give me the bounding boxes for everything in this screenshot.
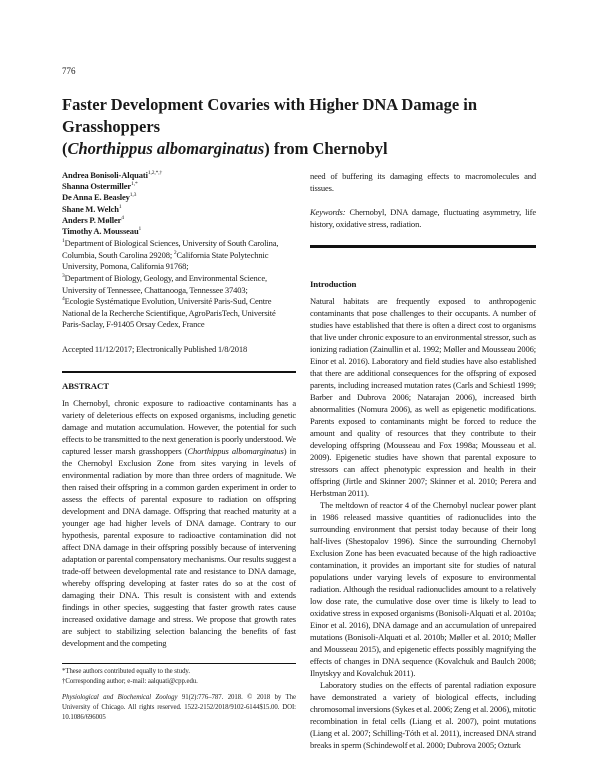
affiliations (62, 238, 296, 331)
author (62, 226, 296, 237)
abstract-text: In Chernobyl, chronic exposure to radioactive contaminants has a variety of deleterious effects on exposed organisms, including genetic damage and mutation accumulation. However, the potential for such effects to be transmitted to the next generation is poorly understood. We captured lesser marsh grasshoppers ( (62, 398, 296, 457)
journal-name: Physiological and Biochemical Zoology (62, 694, 178, 702)
article-title (62, 94, 542, 160)
affil-sup: 2 (173, 249, 177, 256)
author (62, 215, 296, 226)
keywords (310, 206, 536, 230)
author-list (62, 170, 296, 237)
journal-citation (62, 693, 296, 723)
abstract-heading: ABSTRACT (62, 381, 109, 392)
author-sup: 1 (118, 203, 122, 210)
author-sup: 1,3 (129, 192, 137, 199)
abstract-text: ) in the Chernobyl Exclusion Zone from sites varying in levels of environmental radiation by more than three orders of magnitude. We then raised their offspring in a common garden experiment in order to assess the effects of parental exposure to radiation on offspring development and DNA damage. Offspring that reached maturity at a younger age had higher levels of DNA damage. Contrary to our hypothesis, parental exposure to radioactive contamination did not affect DNA damage in their offspring possibly because of intervening adaptation or parental compensatory mechanisms. Our results suggest a trade-off between developmental rate and resistance to DNA damage, whereby offspring developing at faster rates do so at the cost of damaging their DNA. This result is consistent with and extends findings in other species, suggesting that faster growth rates cause increased oxidative damage and stress. We propose that growth rates are subject to stabilizing selection balancing the benefits of fast development and the competing (62, 446, 296, 649)
affil-sup: 4 (62, 296, 65, 303)
keywords-text: Chernobyl, DNA damage, fluctuating asymmetry, life history, oxidative stress, radiation. (310, 207, 536, 229)
author-name: Shane M. Welch (62, 203, 119, 214)
author (62, 204, 296, 215)
introduction-body (310, 295, 536, 751)
abstract-body (62, 397, 296, 649)
affiliation: Ecologie Systématique Evolution, Université Paris-Sud, Centre National de la Recherche Scientifique, AgroParisTech, Université Paris-Saclay, F-91405 Orsay Cedex, France (62, 296, 276, 330)
introduction-heading: Introduction (310, 278, 357, 289)
paragraph: Natural habitats are frequently exposed to anthropogenic contaminants that pose challenges to their occupants. A number of studies have established that there is often a direct cost to organisms that live under chronic exposure to an environmental stressor, such as ionizing radiation (Zainullin et al. 1992; Møller and Mousseau 2006; Einor et al. 2016). Laboratory and field studies have also established that there are additional consequences for the offspring of exposed parents, including increased mutation rates (Carls and Schiestl 1999; Barber and Dubrova 2006; Natarajan 2006), increased birth abnormalities (Nomura 2006), as well as epigenetic modifications. Parents exposed to contaminants might be forced to reduce the amount and quality of resources that they contribute to their developing offspring (Mousseau and Fox 1998a; Mousseau et al. 2009). Epigenetic studies have shown that parental exposure to stressors can affect phenotypic expression and health in their offspring (Jirtle and Skinner 2007; Skinner et al. 2010; Perera and Herbstman 2011). (310, 295, 536, 498)
accepted-date: Accepted 11/12/2017; Electronically Published 1/8/2018 (62, 343, 248, 354)
paragraph: The meltdown of reactor 4 of the Chernobyl nuclear power plant in 1986 released massive quantities of radionuclides into the surrounding environment that persist today because of their long half-lives (Shestopalov 1996). Since the surrounding Chernobyl Exclusion Zone has been evacuated because of the high radioactive contamination, it provides an important site for studies of natural populations under varying levels of exposure to environmental radiation. Although the residual radionuclides amount to a relatively low dose rate, the cumulative dose over time is likely to lead to oxidative stress in exposed organisms (Bonisoli-Alquati et al. 2010a; Einor et al. 2016), DNA damage and an accumulation of unrepaired mutations (Bonisoli-Alquati et al. 2010b; Møller et al. 2010; Møller and Mousseau 2015), and epigenetic effects possibly magnifying the effects of changes in DNA sequence (Kovalchuk and Baulch 2008; Ilnytskyy and Kovalchuk 2011). (310, 499, 536, 678)
author (62, 181, 296, 192)
page-number: 776 (62, 66, 76, 76)
paragraph: Laboratory studies on the effects of parental radiation exposure have demonstrated a variety of biological effects, including chromosomal inversions (Sykes et al. 2006; Zeng et al. 2006), mitotic recombination in fetal cells (Liang et al. 2007), point mutations (Liang et al. 2007; Schilling-Tóth et al. 2011), increased DNA strand breaks in sperm (Schindewolf et al. 2000; Dubrova 2005; Ozturk (310, 679, 536, 750)
abstract-continued: need of buffering its damaging effects to macromolecules and tissues. (310, 171, 536, 193)
footnote-corresponding-author[interactable]: †Corresponding author; e-mail: aalquati@cpp.edu. (62, 678, 198, 686)
footnote-rule (62, 663, 296, 664)
footnotes (62, 667, 296, 687)
author-sup: 4 (121, 214, 124, 221)
author (62, 170, 296, 181)
title-species: Chorthippus albomarginatus (67, 139, 265, 158)
author (62, 192, 296, 203)
affiliation: California State Polytechnic University, Pomona, California 91768; (62, 249, 269, 272)
title-line-2: ) from Chernobyl (264, 139, 388, 158)
keywords-label: Keywords: (310, 207, 346, 217)
citation-text: 91(2):776–787. 2018. © 2018 by The University of Chicago. All rights reserved. 1522-2152/2018/9102-6144$15.00. DOI: 10.1086/696005 (62, 694, 296, 722)
right-column (310, 170, 536, 751)
affil-sup: 1 (62, 238, 65, 245)
author-name: Anders P. Møller (62, 214, 122, 225)
author-name: Shanna Ostermiller (62, 181, 132, 192)
author-name: De Anna E. Beasley (62, 192, 130, 203)
author-sup: 1 (138, 226, 142, 233)
abstract-species: Chorthippus albomarginatus (187, 446, 284, 457)
author-name: Timothy A. Mousseau (62, 226, 139, 237)
title-paren: ( (62, 139, 68, 158)
author-sup: 1,2,*,† (147, 170, 163, 177)
keywords-rule (310, 245, 536, 248)
affiliation: Department of Biology, Geology, and Environmental Science, University of Tennessee, Chattanooga, Tennessee 37403; (62, 273, 267, 295)
footnote-equal-contribution: *These authors contributed equally to the study. (62, 668, 190, 676)
left-column (62, 170, 296, 723)
affiliation: Department of Biological Sciences, University of South Carolina, Columbia, South Carolina 29208; (62, 238, 279, 260)
author-name: Andrea Bonisoli-Alquati (62, 170, 148, 180)
affil-sup: 3 (62, 273, 65, 280)
abstract-paragraph (62, 397, 296, 649)
abstract-rule (62, 371, 296, 374)
author-sup: 1,* (131, 181, 138, 188)
title-line-1: Faster Development Covaries with Higher DNA Damage in Grasshoppers (62, 95, 478, 136)
